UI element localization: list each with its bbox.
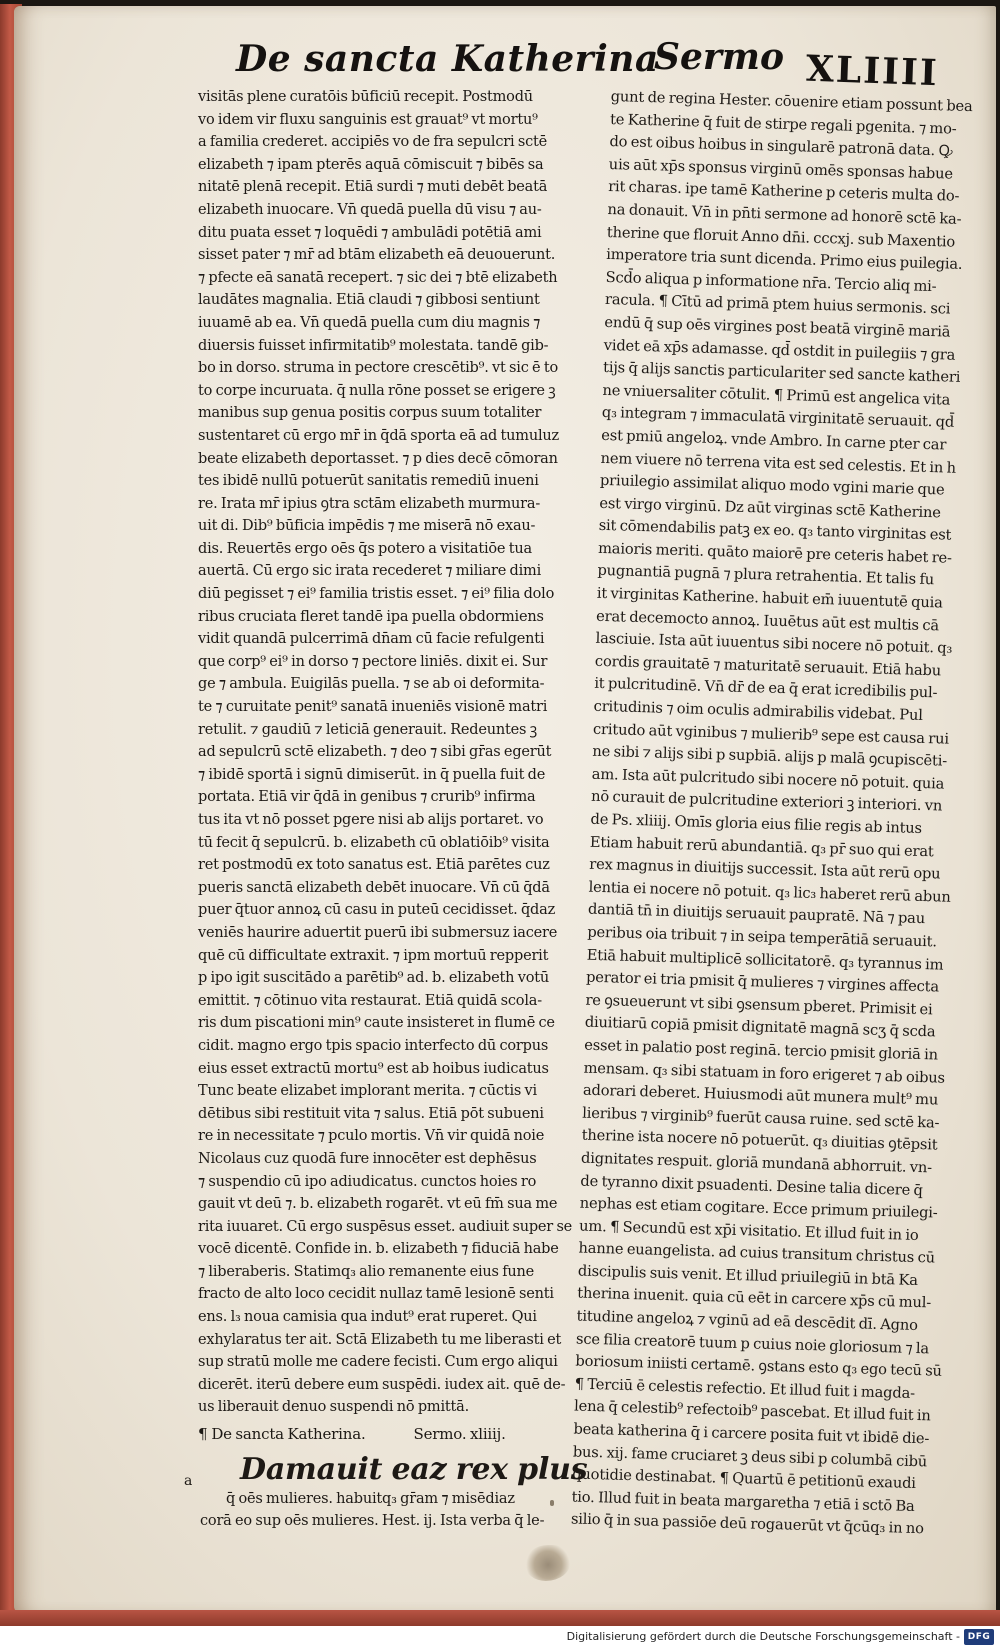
- text-line: Scd̄o aliqua p informatione nr̄a. Tercio aliq mi-: [605, 268, 937, 295]
- text-line: to corpe incuruata. q̄ nulla rōne posset se erigere ꝫ: [198, 382, 556, 399]
- text-line: silio q̄ in sua passiōe deū rogauerūt vt q̄cūq₃ in no: [570, 1510, 924, 1538]
- dfg-logo-icon: DFG: [964, 1629, 994, 1645]
- text-line: ribus cruciata fleret tandē ipa puella obdormiens: [198, 608, 544, 625]
- text-line: videt eā xp̄s adamasse. qd̄ ostdit in puilegiis ⁊ gra: [603, 336, 956, 364]
- text-line: de tyranno dixit psuadenti. Desine talia dicere q̄: [580, 1172, 924, 1199]
- text-line: rex magnus in diuitijs successit. Ista aūt rerū opu: [589, 855, 941, 883]
- text-line: re. Irata mr̄ ipius ꝯtra sctām elizabeth murmura-: [198, 495, 541, 512]
- text-line: ⁊ suspendio cū ipo adiudicatus. cunctos hoies ro: [198, 1173, 537, 1190]
- text-line: na donauit. Vn̄ in pn̄ti sermone ad honorē sctē ka-: [607, 200, 962, 228]
- incipit-line: q̄ oēs mulieres. habuitq₃ gr̄am ⁊ misēdiaz: [226, 1490, 515, 1507]
- text-line: re ꝯsueuerunt vt sibi ꝯsensum pberet. Primisit ei: [585, 991, 933, 1019]
- text-line: boriosum iniisti certamē. ꝯstans esto q₃ ego tecū sū: [575, 1352, 943, 1380]
- text-line: nitatē plenā recepit. Etiā surdi ⁊ muti debēt beatā: [198, 179, 548, 196]
- text-line: rita iuuaret. Cū ergo suspēsus esset. audiuit super se: [198, 1218, 573, 1235]
- text-line: diū pegisset ⁊ ei⁹ familia tristis esset. ⁊ ei⁹ filia dolo: [198, 586, 555, 603]
- text-line: exhylaratus ter ait. Sctā Elizabeth tu me liberasti et: [198, 1331, 562, 1348]
- text-line: dignitates respuit. gloriā mundanā abhorruit. vn-: [580, 1149, 933, 1177]
- text-line: am. Ista aūt pulcritudo sibi nocere nō potuit. quia: [591, 765, 945, 793]
- right-text-column: [571, 86, 991, 1542]
- text-line: nem viuere nō terrena vita est sed celestis. Et in h: [600, 449, 957, 477]
- text-line: est virgo virginū. Dz aūt virginas sctē Katherine: [599, 494, 941, 522]
- text-line: emittit. ⁊ cōtinuo vita restaurat. Etiā quidā scola-: [198, 992, 542, 1009]
- text-line: retulit. ⁊ gaudiū ⁊ leticiā generauit. Redeuntes ꝫ: [198, 721, 537, 738]
- red-book-edge-bottom: [0, 1610, 1000, 1626]
- text-line: discipulis suis venit. Et illud priuilegiū in btā Ka: [577, 1262, 919, 1289]
- text-line: te Katherine q̄ fuit de stirpe regali pgenita. ⁊ mo-: [609, 110, 957, 138]
- text-line: Tunc beate elizabet implorant merita. ⁊ cūctis vi: [198, 1083, 537, 1100]
- text-line: therine que floruit Anno dn̄i. cccxj. sub Maxentio: [606, 223, 956, 251]
- text-line: manibus sup genua positis corpus suum totaliter: [198, 405, 542, 422]
- text-line: sce filia creatorē tuum p cuius noie gloriosum ⁊ la: [575, 1330, 930, 1358]
- text-line: dicerēt. iterū debere eum suspēdi. iudex ait. quē de-: [198, 1376, 566, 1393]
- text-line: beata katherina q̄ i carcere posita fuit vt ibidē die-: [573, 1420, 930, 1448]
- text-line: te ⁊ curuitate penit⁹ sanatā inueniēs visionē matri: [198, 699, 548, 716]
- text-line: ret postmodū ex toto sanatus est. Etiā parētes cuz: [198, 857, 550, 874]
- text-line: ne sibi ⁊ alijs sibi p supbiā. alijs p malā ꝯcupiscēti-: [592, 742, 948, 770]
- text-line: ge ⁊ ambula. Euigilās puella. ⁊ se ab oi deformita-: [198, 676, 545, 693]
- text-line: p ipo igit suscitādo a parētib⁹ ad. b. elizabeth votū: [198, 970, 549, 987]
- text-line: fracto de alto loco cecidit nullaz tamē lesionē senti: [198, 1286, 554, 1303]
- text-line: re in necessitate ⁊ pculo mortis. Vn̄ vir quidā noie: [198, 1128, 545, 1145]
- text-line: Etiā habuit multiplicē sollicitatorē. q₃ tyrannus im: [586, 946, 944, 974]
- text-line: uit di. Dib⁹ būficia impēdis ⁊ me miserā nō exau-: [198, 518, 536, 535]
- text-line: um. ¶ Secundū est xp̄i visitatio. Et illud fuit in io: [578, 1217, 919, 1244]
- text-line: diuitiarū copiā pmisit dignitatē magnā scʒ q̄ scda: [584, 1013, 936, 1041]
- text-line: tio. Illud fuit in beata margaretha ⁊ etiā i sctō Ba: [571, 1488, 915, 1515]
- text-line: priuilegio assimilat aliquo modo vgini marie que: [599, 471, 945, 499]
- text-line: ens. l₃ noua camisia qua indut⁹ erat ruperet. Qui: [198, 1309, 537, 1326]
- text-line: titudine angeloꝝ ⁊ vginū ad eā descēdit dī. Agno: [576, 1307, 919, 1335]
- text-line: ⁊ ibidē sportā i signū dimiserūt. in q̄ puella fuit de: [198, 766, 546, 783]
- text-line: de Ps. xliiij. Omīs gloria eius filie regis ab intus: [590, 810, 923, 837]
- text-line: vo idem vir fluxu sanguinis est grauat⁹ vt mortu⁹: [198, 111, 538, 128]
- text-line: elizabeth inuocare. Vn̄ quedā puella dū visu ⁊ au-: [198, 201, 542, 218]
- text-line: critudinis ⁊ oim oculis admirabilis videbat. Pul: [593, 697, 923, 724]
- funding-notice: Digitalisierung gefördert durch die Deutsche Forschungsgemeinschaft -: [566, 1630, 960, 1643]
- text-line: ne vniuersaliter cōtulit. ¶ Primū est angelica vita: [602, 381, 951, 409]
- text-line: lieribus ⁊ virginib⁹ fuerūt causa ruine. sed sctē ka-: [582, 1104, 940, 1132]
- text-line: iuuamē ab ea. Vn̄ quedā puella cum diu magnis ⁊: [198, 314, 541, 331]
- text-line: q₃ integram ⁊ immaculatā virginitatē seruauit. qd̄: [601, 404, 955, 432]
- text-line: bus. xij. fame cruciaret ꝫ deus sibi p columbā cibū: [572, 1443, 928, 1470]
- initial-guide-letter: a: [184, 1472, 193, 1489]
- text-line: lena q̄ celestib⁹ refectoib⁹ pascebat. Et illud fuit in: [573, 1397, 931, 1425]
- ink-dot: [550, 1500, 554, 1506]
- text-line: sustentaret cū ergo mr̄ in q̄dā sporta eā ad tumuluz: [198, 427, 559, 444]
- text-line: auertā. Cū ergo sic irata recederet ⁊ miliare dimi: [198, 563, 542, 580]
- incipit-title: Damauit eaz rex plus: [240, 1451, 588, 1487]
- text-line: ¶ Terciū ē celestis refectio. Et illud fuit i magda-: [574, 1375, 916, 1402]
- right-column-lines: [571, 86, 991, 1542]
- text-line: peribus oia tribuit ⁊ in seipa temperātiā seruauit.: [587, 923, 938, 951]
- text-line: Nicolaus cuz quodā fure innocēter est dephēsus: [198, 1150, 537, 1167]
- text-line: hanne euangelista. ad cuius transitum christus cū: [578, 1239, 936, 1267]
- text-line: tus ita vt nō posset pgere nisi ab alijs portaret. vo: [198, 812, 544, 828]
- text-line: dantiā tn̄ in diuitijs seruauit paupratē. Nā ⁊ pau: [587, 901, 926, 928]
- section-heading: [198, 1423, 588, 1446]
- running-head-number: XLIIII: [805, 47, 940, 95]
- text-line: bo in dorso. struma in pectore crescētib⁹. vt sic ē to: [198, 360, 559, 377]
- text-line: imperatore tria sunt dicenda. Primo eius puilegia.: [606, 246, 963, 274]
- text-line: eius esset extractū mortu⁹ est ab hoibus iudicatus: [198, 1060, 549, 1077]
- text-line: cordis grauitatē ⁊ maturitatē seruauit. Etiā habu: [594, 652, 942, 680]
- text-line: ditu puata esset ⁊ loquēdi ⁊ ambulādi potētiā ami: [198, 224, 542, 241]
- text-line: beate elizabeth deportasset. ⁊ p dies decē cōmoran: [198, 450, 558, 467]
- text-line: portata. Etiā vir q̄dā in genibus ⁊ crurib⁹ infirma: [198, 789, 536, 806]
- text-line: pueris sanctā elizabeth debēt inuocare. Vn̄ cū q̄dā: [198, 879, 550, 896]
- left-column-lines: [198, 86, 588, 1419]
- text-line: puer q̄tuor annoꝝ cū casu in puteū cecidisset. q̄daz: [198, 902, 556, 919]
- text-line: Etiam habuit rerū abundantiā. q₃ pr̄ suo qui erat: [589, 833, 934, 860]
- sermon-incipit: [184, 1451, 588, 1533]
- text-line: diuersis fuisset infirmitatib⁹ molestata. tandē gib-: [198, 337, 549, 354]
- text-line: lentia ei nocere nō potuit. q₃ lic₃ haberet rerū abun: [588, 878, 951, 906]
- text-line: sisset pater ⁊ mr̄ ad btām elizabeth eā deuouerunt.: [198, 247, 556, 264]
- text-line: laudātes magnalia. Etiā claudi ⁊ gibbosi sentiunt: [198, 292, 540, 309]
- incipit-line: corā eo sup oēs mulieres. Hest. ij. Ista verba q̄ le-: [200, 1513, 545, 1530]
- text-line: ⁊ pfecte eā sanatā recepert. ⁊ sic dei ⁊ btē elizabeth: [198, 269, 558, 286]
- text-line: it virginitas Katherine. habuit em̄ iuuentutē quia: [596, 584, 943, 612]
- text-line: rit charas. ipe tamē Katherine p ceteris multa do-: [607, 178, 960, 206]
- text-line: gauit vt deū ⁊. b. elizabeth rogarēt. vt eū fm̄ sua me: [198, 1196, 558, 1213]
- text-line: gunt de regina Hester. cōuenire etiam possunt bea: [610, 87, 973, 116]
- text-line: dis. Reuertēs ergo oēs q̄s potero a visitatiōe tua: [198, 540, 532, 557]
- text-line: sup stratū molle me cadere fecisti. Cum ergo aliqui: [198, 1354, 558, 1371]
- text-line: a familia crederet. accipiēs vo de fra sepulcri sctē: [198, 134, 548, 151]
- text-line: adorari deberet. Huiusmodi aūt munera mult⁹ mu: [582, 1081, 939, 1109]
- text-line: vidit quandā pulcerrimā dn̄am cū facie refulgenti: [198, 631, 545, 648]
- text-line: racula. ¶ Cītū ad primā ptem huius sermonis. sci: [604, 291, 951, 318]
- left-text-column: [184, 86, 588, 1533]
- running-head-sermo: Sermo: [654, 36, 784, 78]
- text-line: ad sepulcrū sctē elizabeth. ⁊ deo ⁊ sibi gr̄as egerūt: [198, 744, 552, 761]
- text-line: tes ibidē nullū potuerūt sanitatis remediū inueni: [198, 473, 539, 490]
- book-page: [14, 6, 996, 1614]
- text-line: quē cū difficultate extraxit. ⁊ ipm mortuū repperit: [198, 947, 549, 964]
- text-line: dētibus sibi restituit vita ⁊ salus. Etiā pōt subueni: [198, 1105, 544, 1122]
- text-line: esset in palatio post reginā. tercio pmisit gloriā in: [583, 1036, 939, 1064]
- text-line: therine ista nocere nō potuerūt. q₃ diuitias ꝯtēpsit: [581, 1126, 938, 1154]
- text-line: elizabeth ⁊ ipam pterēs aquā cōmiscuit ⁊ bibēs sa: [198, 156, 544, 173]
- text-line: nephas est etiam cogitare. Ecce primum priuilegi-: [579, 1194, 938, 1222]
- text-line: sit cōmendabilis patꝫ ex eo. q₃ tanto virginitas est: [598, 517, 952, 544]
- text-line: critudo aūt vginibus ⁊ mulierib⁹ sepe est causa rui: [592, 720, 950, 748]
- text-line: us liberauit denuo suspendi nō pmittā.: [198, 1399, 469, 1416]
- text-line: tijs q̄ alijs sanctis particulariter sed sancte katheri: [602, 359, 961, 386]
- text-line: cidit. magno ergo tpis spacio interfecto dū corpus: [198, 1037, 549, 1054]
- text-line: veniēs haurire aduertit puerū ibi submersuz iacere: [198, 924, 558, 941]
- footer-bar: [0, 1626, 1000, 1649]
- text-line: uis aūt xp̄s sponsus virginū omēs sponsas habue: [608, 155, 954, 183]
- text-line: pugnantiā pugnā ⁊ plura retrahentia. Et talis fu: [597, 562, 935, 589]
- text-line: est pmiū angeloꝝ. vnde Ambro. In carne pter car: [601, 426, 947, 454]
- text-line: do est oibus hoibus in singularē patronā data. Ꝙ: [609, 133, 953, 160]
- text-line: it pulcritudinē. Vn̄ dr̄ de ea q̄ erat icredibilis pul-: [594, 675, 938, 702]
- text-line: lasciuie. Ista aūt iuuentus sibi nocere nō potuit. q₃: [595, 630, 953, 657]
- text-line: ris dum piscationi min⁹ caute insisteret in flumē ce: [198, 1015, 555, 1032]
- text-line: visitās plene curatōis būficiū recepit. Postmodū: [198, 89, 533, 105]
- running-head-title: De sancta Katherina: [236, 38, 659, 80]
- section-title: De sancta Katherina.: [211, 1425, 366, 1444]
- section-sermo-number: Sermo. xliiij.: [413, 1425, 506, 1444]
- running-head: [14, 34, 996, 94]
- text-line: perator ei tria pmisit q̄ mulieres ⁊ virgines affecta: [585, 968, 940, 996]
- text-line: mensam. q₃ sibi statuam in foro erigeret ⁊ ab oibus: [583, 1059, 946, 1087]
- text-line: endū q̄ sup oēs virgines post beatā virginē mariā: [604, 313, 951, 341]
- text-line: vocē dicentē. Confide in. b. elizabeth ⁊ fiduciā habe: [198, 1241, 559, 1258]
- text-line: ⁊ liberaberis. Statimq₃ alio remanente eius fune: [198, 1263, 535, 1280]
- text-line: maioris meriti. quāto maiorē pre ceteris habet re-: [597, 539, 953, 567]
- text-line: que corp⁹ ei⁹ in dorso ⁊ pectore liniēs. dixit ei. Sur: [198, 653, 548, 670]
- text-line: therina inuenit. quia cū eēt in carcere xp̄s cū mul-: [577, 1285, 932, 1312]
- text-line: quotidie destinabat. ¶ Quartū ē petitionū exaudi: [571, 1465, 917, 1493]
- text-line: tū fecit q̄ sepulcrū. b. elizabeth cū oblatiōib⁹ visita: [198, 834, 550, 851]
- pilcrow-icon: ¶: [198, 1425, 208, 1444]
- text-line: erat decemocto annoꝝ. Iuuētus aūt est multis cā: [595, 607, 940, 635]
- text-line: nō curauit de pulcritudine exteriori ꝫ interiori. vn: [590, 788, 943, 815]
